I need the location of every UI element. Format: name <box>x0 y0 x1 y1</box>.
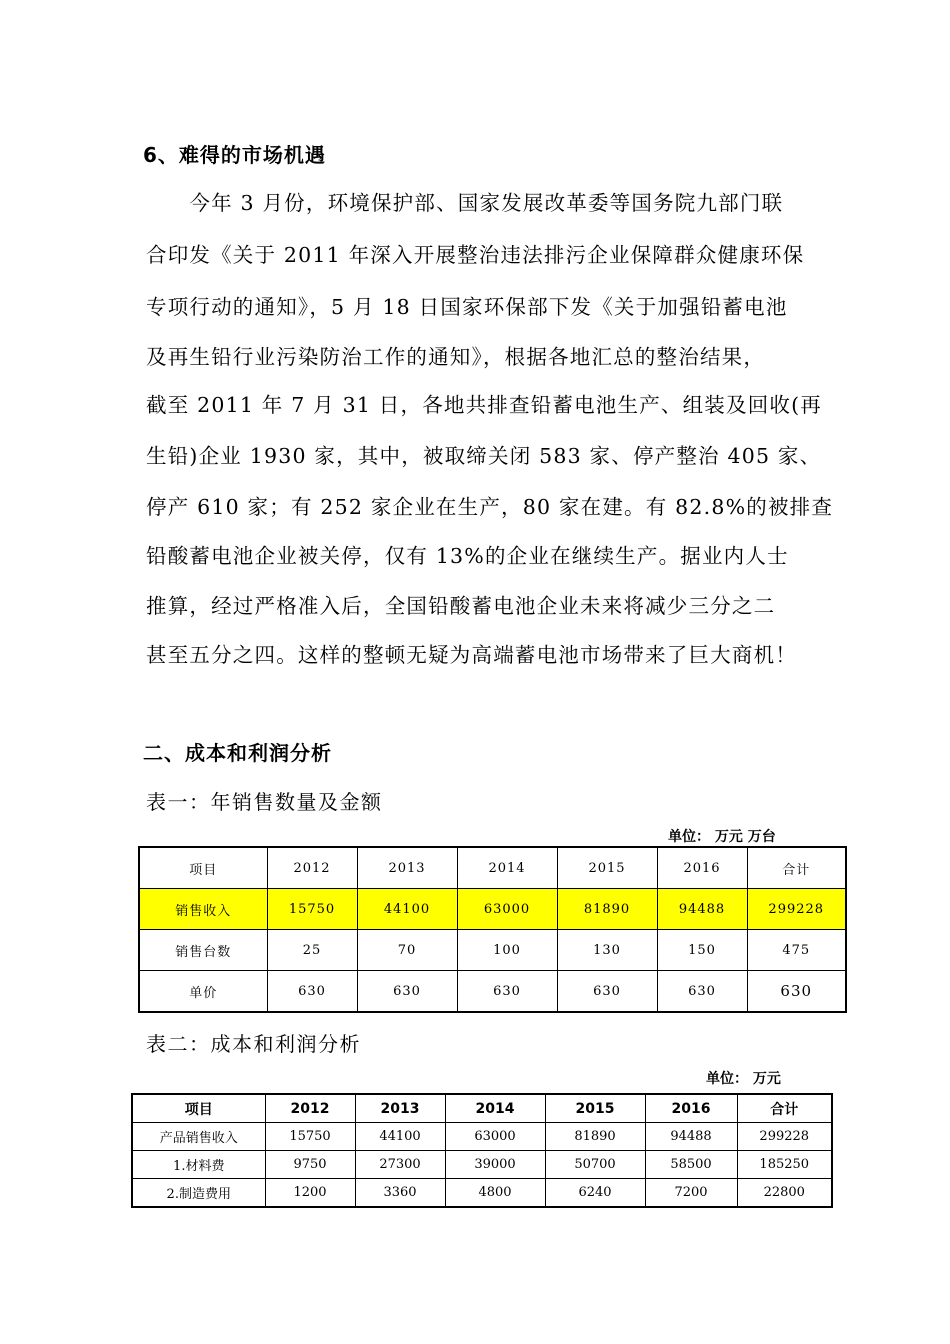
table-cell: 630 <box>267 971 357 1013</box>
table-cell: 100 <box>457 930 557 971</box>
paragraph-line: 专项行动的通知》，5 月 18 日国家环保部下发《关于加强铅蓄电池 <box>146 295 788 319</box>
table-cell: 产品销售收入 <box>132 1123 265 1151</box>
table-cell: 25 <box>267 930 357 971</box>
table-cell: 4800 <box>445 1179 545 1208</box>
table-cell: 销售台数 <box>139 930 267 971</box>
table-cell: 81890 <box>545 1123 645 1151</box>
table-cell: 单价 <box>139 971 267 1013</box>
table-cell: 1200 <box>265 1179 355 1208</box>
table-cell: 50700 <box>545 1151 645 1179</box>
table-cell: 58500 <box>645 1151 737 1179</box>
table-row-product-sales <box>132 1123 832 1151</box>
table-cell: 130 <box>557 930 657 971</box>
table-cell: 39000 <box>445 1151 545 1179</box>
table-header-cell: 2014 <box>445 1094 545 1123</box>
table-cell: 70 <box>357 930 457 971</box>
table-cell: 22800 <box>737 1179 832 1208</box>
table-cell: 63000 <box>445 1123 545 1151</box>
table1-unit: 单位： 万元 万台 <box>668 829 776 845</box>
table-cell: 44100 <box>357 889 457 930</box>
table-cell: 299228 <box>737 1123 832 1151</box>
table-cell: 81890 <box>557 889 657 930</box>
table-cell: 630 <box>457 971 557 1013</box>
table-header-cell: 2015 <box>545 1094 645 1123</box>
paragraph-line: 生铅)企业 1930 家，其中，被取缔关闭 583 家、停产整治 405 家、 <box>146 444 822 468</box>
section-heading-market-opportunity: 6、难得的市场机遇 <box>143 143 326 167</box>
section-heading-cost-profit: 二、成本和利润分析 <box>143 741 332 765</box>
table-header-cell: 项目 <box>132 1094 265 1123</box>
paragraph-line: 甚至五分之四。这样的整顿无疑为高端蓄电池市场带来了巨大商机！ <box>146 643 797 667</box>
table-cell: 630 <box>357 971 457 1013</box>
table-cell: 销售收入 <box>139 889 267 930</box>
table-cell: 6240 <box>545 1179 645 1208</box>
table-header-cell: 合计 <box>747 847 846 889</box>
table2-caption: 表二：成本和利润分析 <box>146 1032 361 1056</box>
paragraph-line: 合印发《关于 2011 年深入开展整治违法排污企业保障群众健康环保 <box>146 243 805 267</box>
table-header-cell: 2012 <box>267 847 357 889</box>
table-header-row <box>139 847 846 889</box>
table-cell: 2.制造费用 <box>132 1179 265 1208</box>
table-cell: 7200 <box>645 1179 737 1208</box>
table-cell: 475 <box>747 930 846 971</box>
table-cell: 185250 <box>737 1151 832 1179</box>
paragraph-line: 及再生铅行业污染防治工作的通知》，根据各地汇总的整治结果， <box>146 345 766 369</box>
table-row-manufacturing-cost <box>132 1179 832 1208</box>
paragraph-line: 今年 3 月份，环境保护部、国家发展改革委等国务院九部门联 <box>146 191 784 215</box>
table-row-sales-revenue <box>139 889 846 930</box>
table-row-sales-units <box>139 930 846 971</box>
table-header-cell: 2015 <box>557 847 657 889</box>
paragraph-line: 铅酸蓄电池企业被关停，仅有 13%的企业在继续生产。据业内人士 <box>146 544 789 568</box>
table-cell: 9750 <box>265 1151 355 1179</box>
table-cell: 1.材料费 <box>132 1151 265 1179</box>
table-header-cell: 2016 <box>657 847 747 889</box>
table-header-cell: 合计 <box>737 1094 832 1123</box>
table-header-cell: 项目 <box>139 847 267 889</box>
table-header-cell: 2012 <box>265 1094 355 1123</box>
table-cell: 630 <box>747 971 846 1013</box>
table-cell: 15750 <box>265 1123 355 1151</box>
table-cell: 94488 <box>645 1123 737 1151</box>
sales-table <box>138 846 847 1013</box>
table-row-material-cost <box>132 1151 832 1179</box>
table-cell: 150 <box>657 930 747 971</box>
table-row-unit-price <box>139 971 846 1013</box>
paragraph-line: 推算，经过严格准入后，全国铅酸蓄电池企业未来将减少三分之二 <box>146 594 776 618</box>
cost-profit-table <box>131 1093 833 1208</box>
table-cell: 299228 <box>747 889 846 930</box>
table-cell: 94488 <box>657 889 747 930</box>
table-header-cell: 2013 <box>355 1094 445 1123</box>
table2-unit: 单位： 万元 <box>706 1071 781 1087</box>
paragraph-line: 截至 2011 年 7 月 31 日，各地共排查铅蓄电池生产、组装及回收(再 <box>146 393 822 417</box>
table-cell: 630 <box>657 971 747 1013</box>
table-cell: 630 <box>557 971 657 1013</box>
table-header-row <box>132 1094 832 1123</box>
paragraph-line: 停产 610 家；有 252 家企业在生产，80 家在建。有 82.8%的被排查 <box>146 495 834 519</box>
table-header-cell: 2014 <box>457 847 557 889</box>
table-cell: 44100 <box>355 1123 445 1151</box>
table-header-cell: 2013 <box>357 847 457 889</box>
table-header-cell: 2016 <box>645 1094 737 1123</box>
table1-caption: 表一：年销售数量及金额 <box>146 790 383 814</box>
table-cell: 27300 <box>355 1151 445 1179</box>
table-cell: 15750 <box>267 889 357 930</box>
table-cell: 63000 <box>457 889 557 930</box>
table-cell: 3360 <box>355 1179 445 1208</box>
